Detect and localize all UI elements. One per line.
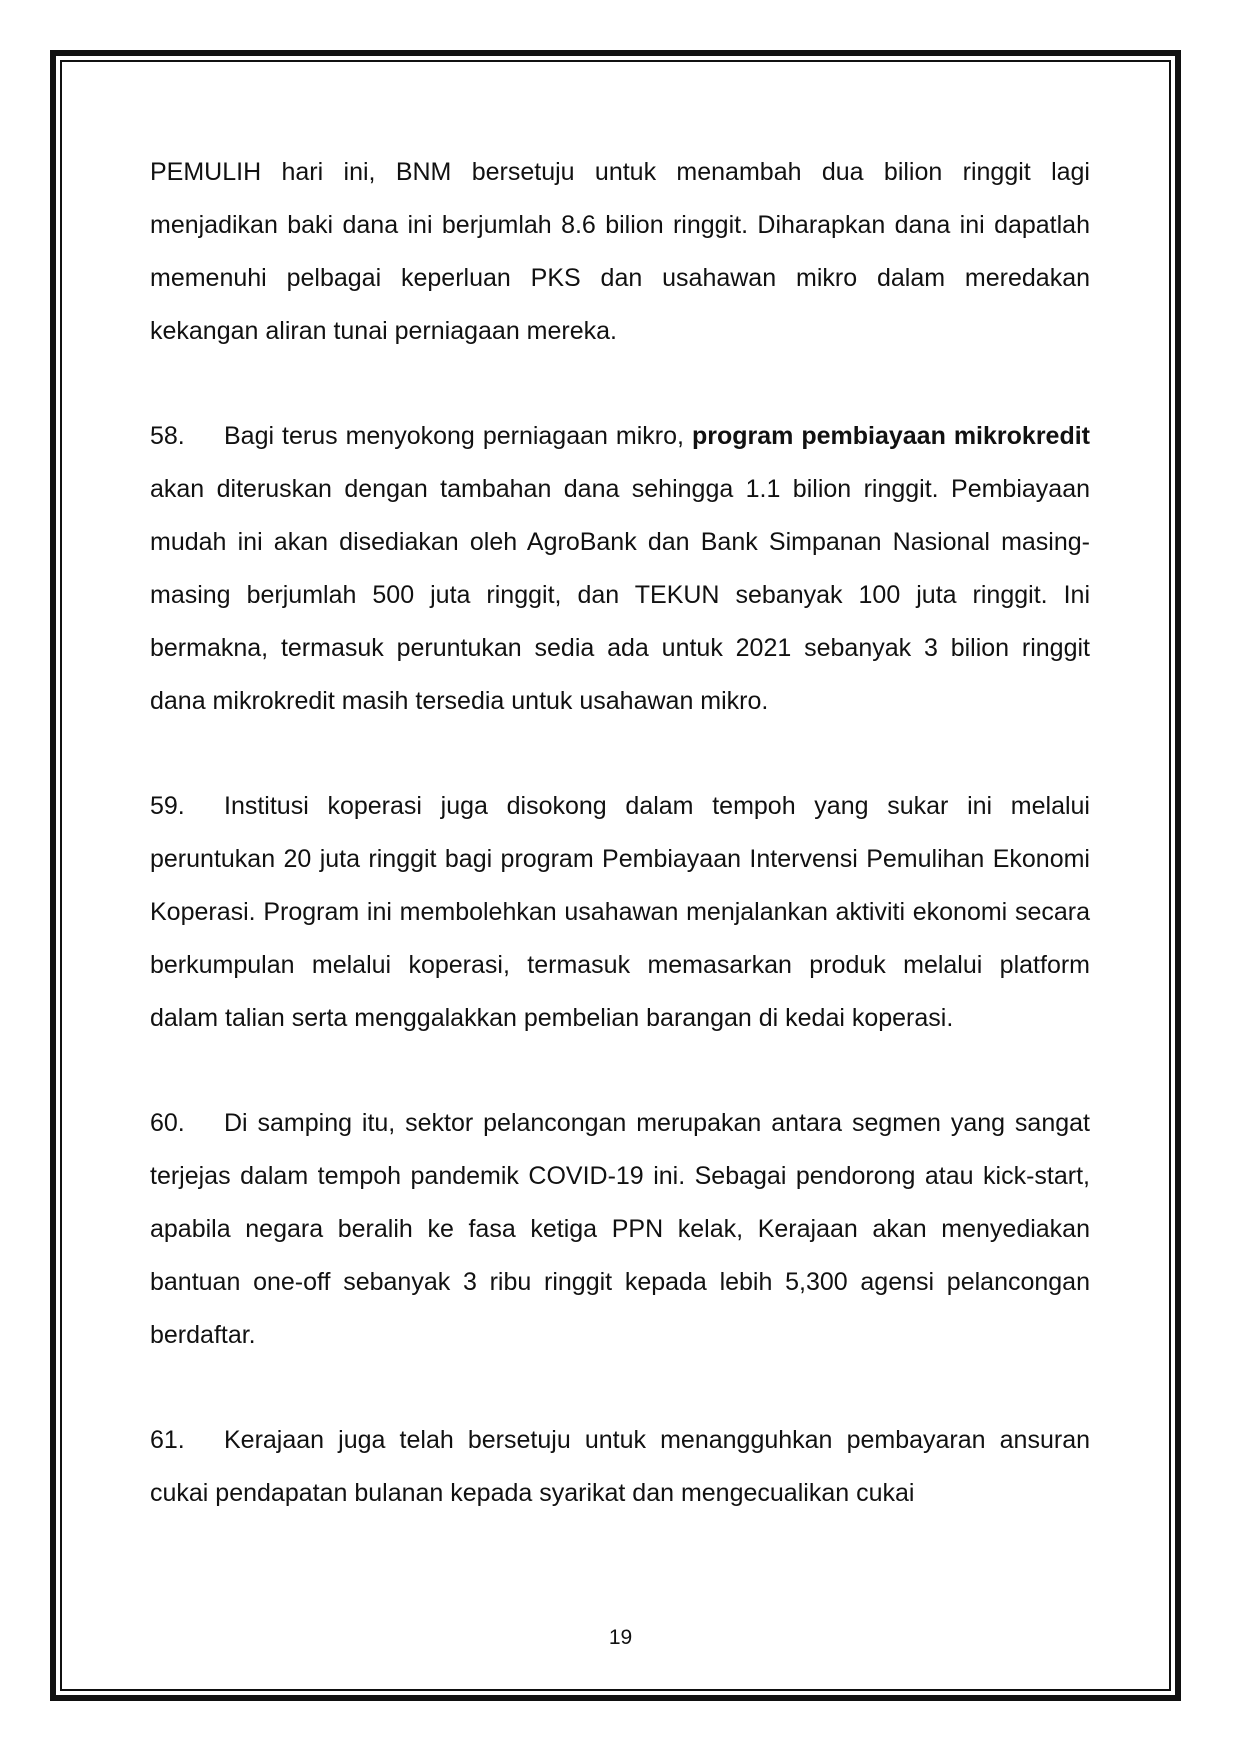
paragraph-text: akan diteruskan dengan tambahan dana sehingga 1.1 bilion ringgit. Pembiayaan mudah ini akan disediakan oleh AgroBank dan Bank Simpanan Nasional masing-masing berjumlah 500 juta ringgit, dan TEKUN sebanyak 100 juta ringgit. Ini bermakna, termasuk peruntukan sedia ada untuk 2021 sebanyak 3 bilion ringgit dana mikrokredit masih tersedia untuk usahawan mikro.	[150, 475, 1090, 715]
document-body	[150, 146, 1090, 1520]
paragraph-60	[150, 1097, 1090, 1362]
paragraph-58	[150, 410, 1090, 728]
paragraph-number: 59.	[150, 792, 185, 820]
paragraph-text: PEMULIH hari ini, BNM bersetuju untuk menambah dua bilion ringgit lagi menjadikan baki dana ini berjumlah 8.6 bilion ringgit. Diharapkan dana ini dapatlah memenuhi pelbagai keperluan PKS dan usahawan mikro dalam meredakan kekangan aliran tunai perniagaan mereka.	[150, 158, 1090, 345]
paragraph-61	[150, 1414, 1090, 1520]
paragraph-continuation	[150, 146, 1090, 358]
paragraph-text: Di samping itu, sektor pelancongan merupakan antara segmen yang sangat terjejas dalam tempoh pandemik COVID-19 ini. Sebagai pendorong atau kick-start, apabila negara beralih ke fasa ketiga PPN kelak, Kerajaan akan menyediakan bantuan one-off sebanyak 3 ribu ringgit kepada lebih 5,300 agensi pelancongan berdaftar.	[150, 1109, 1090, 1349]
paragraph-number: 60.	[150, 1109, 185, 1137]
paragraph-number: 61.	[150, 1426, 185, 1454]
paragraph-text: Institusi koperasi juga disokong dalam tempoh yang sukar ini melalui peruntukan 20 juta ringgit bagi program Pembiayaan Intervensi Pemulihan Ekonomi Koperasi. Program ini membolehkan usahawan menjalankan aktiviti ekonomi secara berkumpulan melalui koperasi, termasuk memasarkan produk melalui platform dalam talian serta menggalakkan pembelian barangan di kedai koperasi.	[150, 792, 1090, 1032]
page-number: 19	[608, 1626, 633, 1649]
paragraph-text: Kerajaan juga telah bersetuju untuk menangguhkan pembayaran ansuran cukai pendapatan bulanan kepada syarikat dan mengecualikan cukai	[150, 1426, 1090, 1507]
paragraph-59	[150, 780, 1090, 1045]
paragraph-number: 58.	[150, 422, 185, 450]
paragraph-text: Bagi terus menyokong perniagaan mikro,	[224, 422, 692, 450]
bold-phrase: program pembiayaan mikrokredit	[691, 422, 1090, 450]
